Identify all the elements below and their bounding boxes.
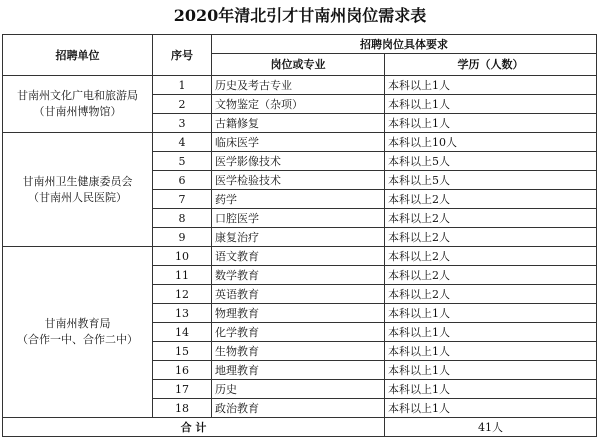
position-cell: 文物鉴定（杂项） <box>212 95 385 114</box>
education-cell: 本科以上2人 <box>385 209 597 228</box>
unit-cell <box>3 133 153 247</box>
row-number: 18 <box>153 399 212 418</box>
position-cell: 临床医学 <box>212 133 385 152</box>
table-row <box>3 133 597 152</box>
row-number: 12 <box>153 285 212 304</box>
education-cell: 本科以上1人 <box>385 114 597 133</box>
position-cell: 药学 <box>212 190 385 209</box>
unit-subname: （甘南州人民医院） <box>28 190 127 204</box>
position-cell: 数学教育 <box>212 266 385 285</box>
row-number: 5 <box>153 152 212 171</box>
education-cell: 本科以上1人 <box>385 323 597 342</box>
unit-cell <box>3 247 153 418</box>
page-title: 2020年清北引才甘南州岗位需求表 <box>173 6 427 25</box>
row-number: 2 <box>153 95 212 114</box>
education-cell: 本科以上2人 <box>385 228 597 247</box>
table-body <box>3 76 597 418</box>
education-cell: 本科以上5人 <box>385 171 597 190</box>
position-cell: 地理教育 <box>212 361 385 380</box>
requirements-table <box>2 34 597 437</box>
header-num: 序号 <box>153 35 212 76</box>
education-cell: 本科以上1人 <box>385 399 597 418</box>
position-cell: 政治教育 <box>212 399 385 418</box>
unit-subname: （合作一中、合作二中） <box>17 333 138 346</box>
education-cell: 本科以上10人 <box>385 133 597 152</box>
education-cell: 本科以上2人 <box>385 285 597 304</box>
row-number: 3 <box>153 114 212 133</box>
total-row <box>3 418 597 437</box>
row-number: 6 <box>153 171 212 190</box>
header-position: 岗位或专业 <box>212 54 385 76</box>
education-cell: 本科以上2人 <box>385 247 597 266</box>
header-education: 学历（人数） <box>385 54 597 76</box>
unit-name: 甘南州卫生健康委员会 <box>22 174 133 188</box>
education-cell: 本科以上2人 <box>385 190 597 209</box>
row-number: 17 <box>153 380 212 399</box>
total-label: 合 计 <box>3 418 385 437</box>
header-requirements: 招聘岗位具体要求 <box>212 35 597 54</box>
unit-name: 甘南州文化广电和旅游局 <box>17 89 138 102</box>
position-cell: 历史 <box>212 380 385 399</box>
education-cell: 本科以上2人 <box>385 266 597 285</box>
education-cell: 本科以上1人 <box>385 95 597 114</box>
position-cell: 历史及考古专业 <box>212 76 385 95</box>
unit-subname: （甘南州博物馆） <box>33 105 122 118</box>
row-number: 7 <box>153 190 212 209</box>
row-number: 15 <box>153 342 212 361</box>
header-unit: 招聘单位 <box>3 35 153 76</box>
position-cell: 英语教育 <box>212 285 385 304</box>
education-cell: 本科以上5人 <box>385 152 597 171</box>
education-cell: 本科以上1人 <box>385 342 597 361</box>
position-cell: 医学检验技术 <box>212 171 385 190</box>
position-cell: 语文教育 <box>212 247 385 266</box>
row-number: 4 <box>153 133 212 152</box>
row-number: 13 <box>153 304 212 323</box>
row-number: 9 <box>153 228 212 247</box>
education-cell: 本科以上1人 <box>385 361 597 380</box>
unit-cell <box>3 76 153 133</box>
position-cell: 古籍修复 <box>212 114 385 133</box>
education-cell: 本科以上1人 <box>385 304 597 323</box>
position-cell: 物理教育 <box>212 304 385 323</box>
row-number: 8 <box>153 209 212 228</box>
position-cell: 医学影像技术 <box>212 152 385 171</box>
position-cell: 口腔医学 <box>212 209 385 228</box>
education-cell: 本科以上1人 <box>385 76 597 95</box>
row-number: 16 <box>153 361 212 380</box>
row-number: 1 <box>153 76 212 95</box>
row-number: 11 <box>153 266 212 285</box>
row-number: 14 <box>153 323 212 342</box>
table-row <box>3 76 597 95</box>
row-number: 10 <box>153 247 212 266</box>
position-cell: 生物教育 <box>212 342 385 361</box>
total-value: 41人 <box>385 418 597 437</box>
education-cell: 本科以上1人 <box>385 380 597 399</box>
table-row <box>3 247 597 266</box>
position-cell: 康复治疗 <box>212 228 385 247</box>
position-cell: 化学教育 <box>212 323 385 342</box>
unit-name: 甘南州教育局 <box>44 317 111 330</box>
